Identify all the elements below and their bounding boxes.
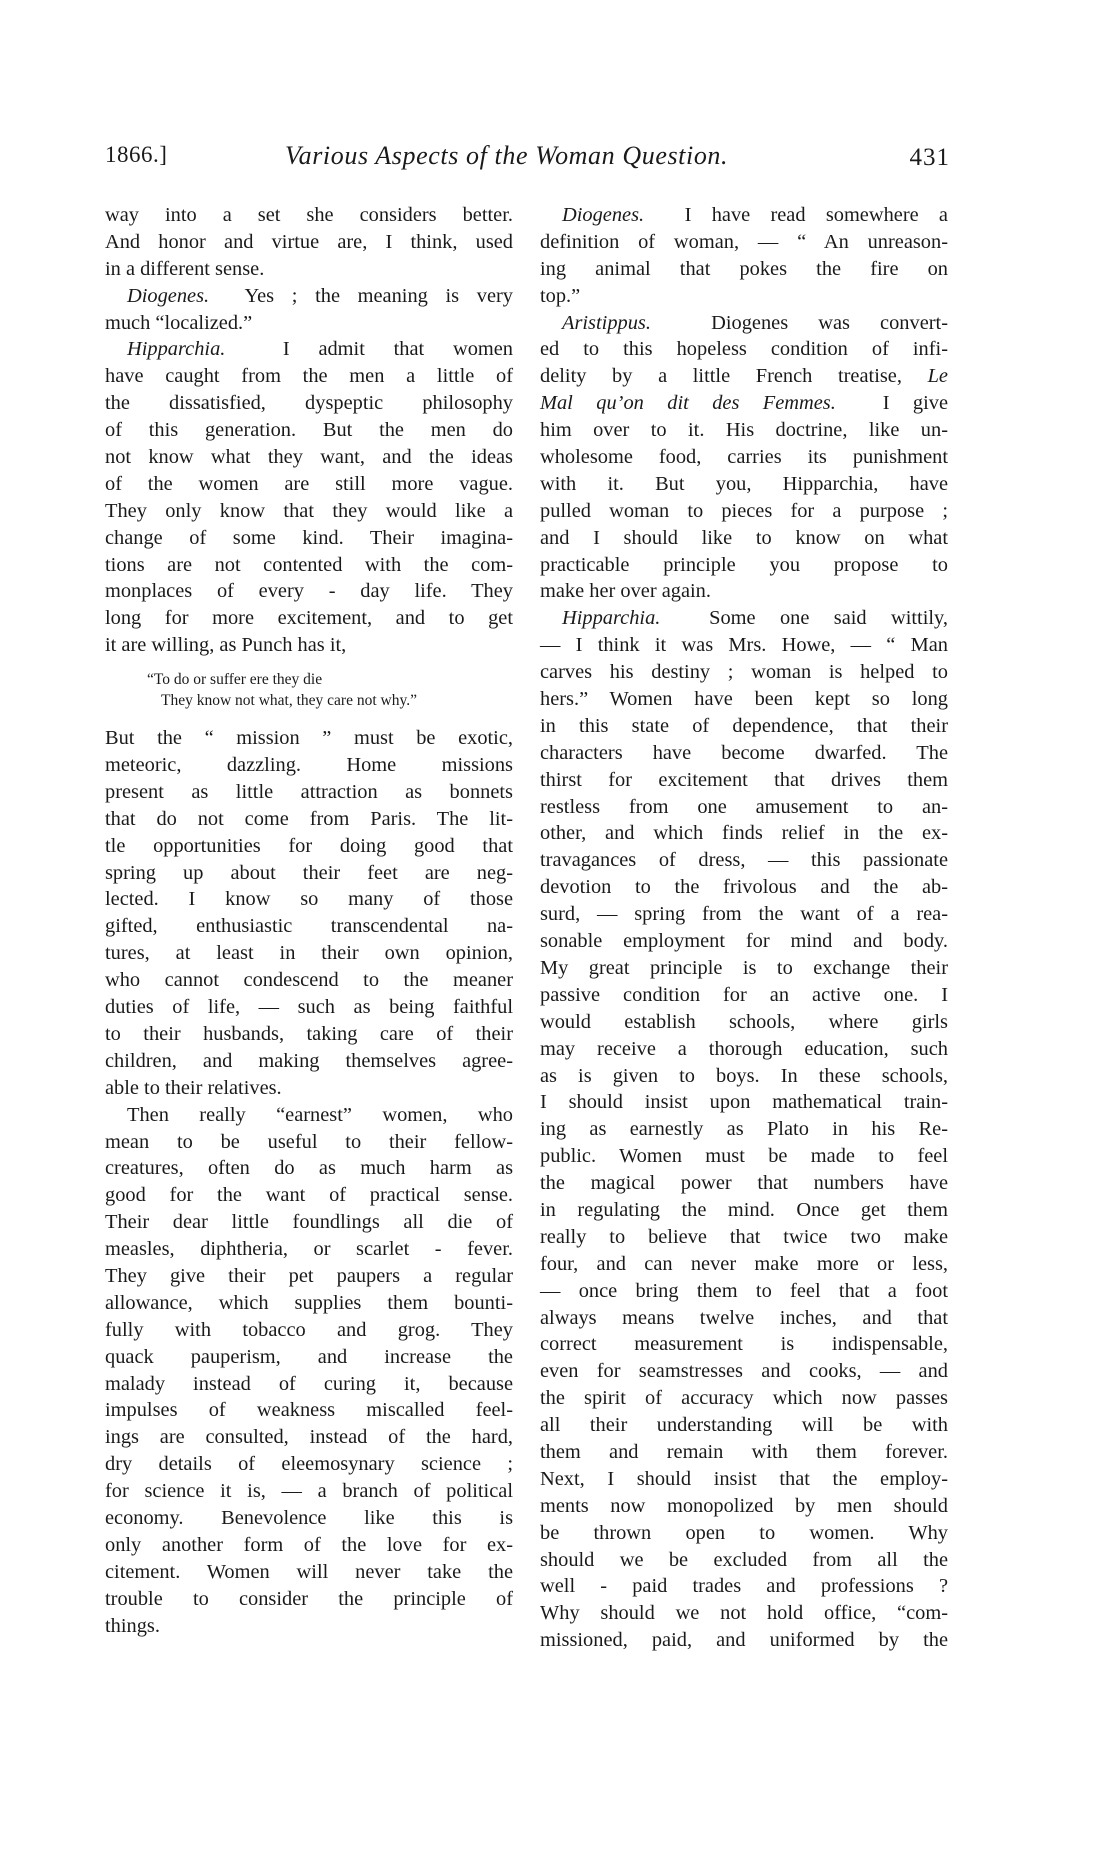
text-line: Aristippus. Diogenes was convert-: [562, 311, 948, 334]
speaker-name: Hipparchia.: [127, 338, 226, 361]
text-line: monplaces of every - day life. They: [105, 580, 513, 603]
text-line: to their husbands, taking care of their: [105, 1022, 513, 1045]
text-line: the spirit of accuracy which now passes: [540, 1387, 948, 1410]
text-line: economy. Benevolence like this is: [105, 1506, 513, 1529]
text-line: not know what they want, and the ideas: [105, 446, 513, 469]
text-line: as is given to boys. In these schools,: [540, 1064, 948, 1087]
text-line: Their dear little foundlings all die of: [105, 1211, 513, 1234]
text-line: the dissatisfied, dyspeptic philosophy: [105, 392, 513, 415]
text-line: meteoric, dazzling. Home missions: [105, 754, 513, 777]
text-line: him over to it. His doctrine, like un-: [540, 419, 948, 442]
text-line: They only know that they would like a: [105, 499, 513, 522]
text-line: top.”: [540, 284, 581, 307]
text-line: trouble to consider the principle of: [105, 1587, 513, 1610]
text-line: change of some kind. Their imagina-: [105, 526, 513, 549]
text-line: with it. But you, Hipparchia, have: [540, 472, 948, 495]
text-line: delity by a little French treatise, Le: [540, 365, 948, 388]
text-line: well - paid trades and professions ?: [540, 1575, 948, 1598]
text-line: travagances of dress, — this passionate: [540, 849, 948, 872]
text-line: missioned, paid, and uniformed by the: [540, 1629, 948, 1652]
text-line: dry details of eleemosynary science ;: [105, 1453, 513, 1476]
text-line: fully with tobacco and grog. They: [105, 1318, 513, 1341]
text-line: in a different sense.: [105, 257, 265, 280]
verse-line: They know not what, they care not why.”: [161, 692, 417, 710]
text-line: long for more excitement, and to get: [105, 607, 513, 630]
text-line: Next, I should insist that the employ-: [540, 1467, 948, 1490]
text-line: wholesome food, carries its punishment: [540, 446, 948, 469]
text-line: ing animal that pokes the fire on: [540, 257, 948, 280]
text-line: gifted, enthusiastic transcendental na-: [105, 915, 513, 938]
text-line: malady instead of curing it, because: [105, 1372, 513, 1395]
text-line: My great principle is to exchange their: [540, 956, 948, 979]
text-line: thirst for excitement that drives them: [540, 768, 948, 791]
text-line: and I should like to know on what: [540, 526, 948, 549]
text-line: passive condition for an active one. I: [540, 983, 948, 1006]
text-line: — I think it was Mrs. Howe, — “ Man: [540, 634, 948, 657]
text-line: carves his destiny ; woman is helped to: [540, 661, 948, 684]
text-line: that do not come from Paris. The lit-: [105, 807, 513, 830]
text-line: And honor and virtue are, I think, used: [105, 230, 513, 253]
text-line: make her over again.: [540, 580, 711, 603]
text-line: Diogenes. Yes ; the meaning is very: [127, 284, 513, 307]
text-line: lected. I know so many of those: [105, 888, 513, 911]
text-line: who cannot condescend to the meaner: [105, 969, 513, 992]
text-line: Why should we not hold office, “com-: [540, 1602, 948, 1625]
text-line: things.: [105, 1614, 160, 1637]
text-line: They give their pet paupers a regular: [105, 1264, 513, 1287]
text-line: always means twelve inches, and that: [540, 1306, 948, 1329]
text-line: mean to be useful to their fellow-: [105, 1130, 513, 1153]
text-line: of this generation. But the men do: [105, 419, 513, 442]
text-line: sonable employment for mind and body.: [540, 930, 948, 953]
text-line: children, and making themselves agree-: [105, 1049, 513, 1072]
text-line: correct measurement is indispensable,: [540, 1333, 948, 1356]
text-line: in regulating the mind. Once get them: [540, 1198, 948, 1221]
text-line: Then really “earnest” women, who: [127, 1103, 513, 1126]
text-line: ments now monopolized by men should: [540, 1494, 948, 1517]
speaker-name: Hipparchia.: [562, 607, 661, 630]
verse-quotation: [105, 669, 513, 711]
text-line: be thrown open to women. Why: [540, 1521, 948, 1544]
text-line: restless from one amusement to an-: [540, 795, 948, 818]
text-line: only another form of the love for ex-: [105, 1533, 513, 1556]
left-column: [105, 202, 513, 1639]
text-line: ed to this hopeless condition of infi-: [540, 338, 948, 361]
text-line: Hipparchia. I admit that women: [127, 338, 514, 361]
text-line: tions are not contented with the com-: [105, 553, 513, 576]
text-line: Hipparchia. Some one said wittily,: [562, 607, 949, 630]
text-line: much “localized.”: [105, 311, 253, 334]
text-line: duties of life, — such as being faithful: [105, 996, 513, 1019]
text-line: in this state of dependence, that their: [540, 714, 948, 737]
text-line: impulses of weakness miscalled feel-: [105, 1399, 513, 1422]
book-title: Mal qu’on dit des Femmes.: [540, 392, 836, 415]
text-line: spring up about their feet are neg-: [105, 861, 513, 884]
text-line: may receive a thorough education, such: [540, 1037, 948, 1060]
text-line: of the women are still more vague.: [105, 472, 513, 495]
right-column: [540, 202, 948, 1654]
text-line: Mal qu’on dit des Femmes. I give: [540, 392, 949, 415]
book-title: Le: [927, 365, 948, 388]
text-line: able to their relatives.: [105, 1076, 282, 1099]
running-head-title: Various Aspects of the Woman Question.: [285, 141, 729, 170]
text-line: hers.” Women have been kept so long: [540, 688, 948, 711]
text-line: But the “ mission ” must be exotic,: [105, 727, 513, 750]
text-line: for science it is, — a branch of political: [105, 1480, 513, 1503]
text-line: definition of woman, — “ An unreason-: [540, 230, 948, 253]
text-line: it are willing, as Punch has it,: [105, 634, 347, 657]
text-line: even for seamstresses and cooks, — and: [540, 1360, 948, 1383]
text-line: four, and can never make more or less,: [540, 1252, 948, 1275]
text-line: ing as earnestly as Plato in his Re-: [540, 1118, 948, 1141]
text-line: tle opportunities for doing good that: [105, 834, 513, 857]
text-line: present as little attraction as bonnets: [105, 780, 513, 803]
text-line: really to believe that twice two make: [540, 1225, 948, 1248]
text-line: would establish schools, where girls: [540, 1010, 948, 1033]
text-line: all their understanding will be with: [540, 1414, 948, 1437]
text-line: have caught from the men a little of: [105, 365, 513, 388]
text-line: creatures, often do as much harm as: [105, 1157, 513, 1180]
text-line: tures, at least in their own opinion,: [105, 942, 513, 965]
text-line: measles, diphtheria, or scarlet - fever.: [105, 1238, 513, 1261]
text-line: the magical power that numbers have: [540, 1172, 948, 1195]
text-line: ings are consulted, instead of the hard,: [105, 1426, 513, 1449]
speaker-name: Aristippus.: [562, 311, 651, 334]
running-head: [105, 142, 950, 176]
text-line: way into a set she considers better.: [105, 204, 513, 226]
text-line: allowance, which supplies them bounti-: [105, 1291, 513, 1314]
text-line: good for the want of practical sense.: [105, 1184, 513, 1207]
text-line: surd, — spring from the want of a rea-: [540, 903, 948, 926]
text-line: citement. Women will never take the: [105, 1560, 513, 1583]
text-line: should we be excluded from all the: [540, 1548, 948, 1571]
text-line: characters have become dwarfed. The: [540, 741, 948, 764]
text-line: I should insist upon mathematical train-: [540, 1091, 948, 1114]
speaker-name: Diogenes.: [127, 284, 210, 307]
text-line: practicable principle you propose to: [540, 553, 948, 576]
running-head-year: 1866.]: [105, 142, 168, 167]
text-line: Diogenes. I have read somewhere a: [562, 204, 948, 226]
speaker-name: Diogenes.: [562, 204, 645, 226]
text-line: pulled woman to pieces for a purpose ;: [540, 499, 948, 522]
page-number: 431: [909, 144, 950, 171]
text-line: public. Women must be made to feel: [540, 1145, 948, 1168]
verse-line: “To do or suffer ere they die: [147, 671, 323, 689]
text-line: them and remain with them forever.: [540, 1440, 948, 1463]
text-line: quack pauperism, and increase the: [105, 1345, 513, 1368]
text-line: devotion to the frivolous and the ab-: [540, 876, 948, 899]
text-line: other, and which finds relief in the ex-: [540, 822, 948, 845]
text-line: — once bring them to feel that a foot: [540, 1279, 948, 1302]
